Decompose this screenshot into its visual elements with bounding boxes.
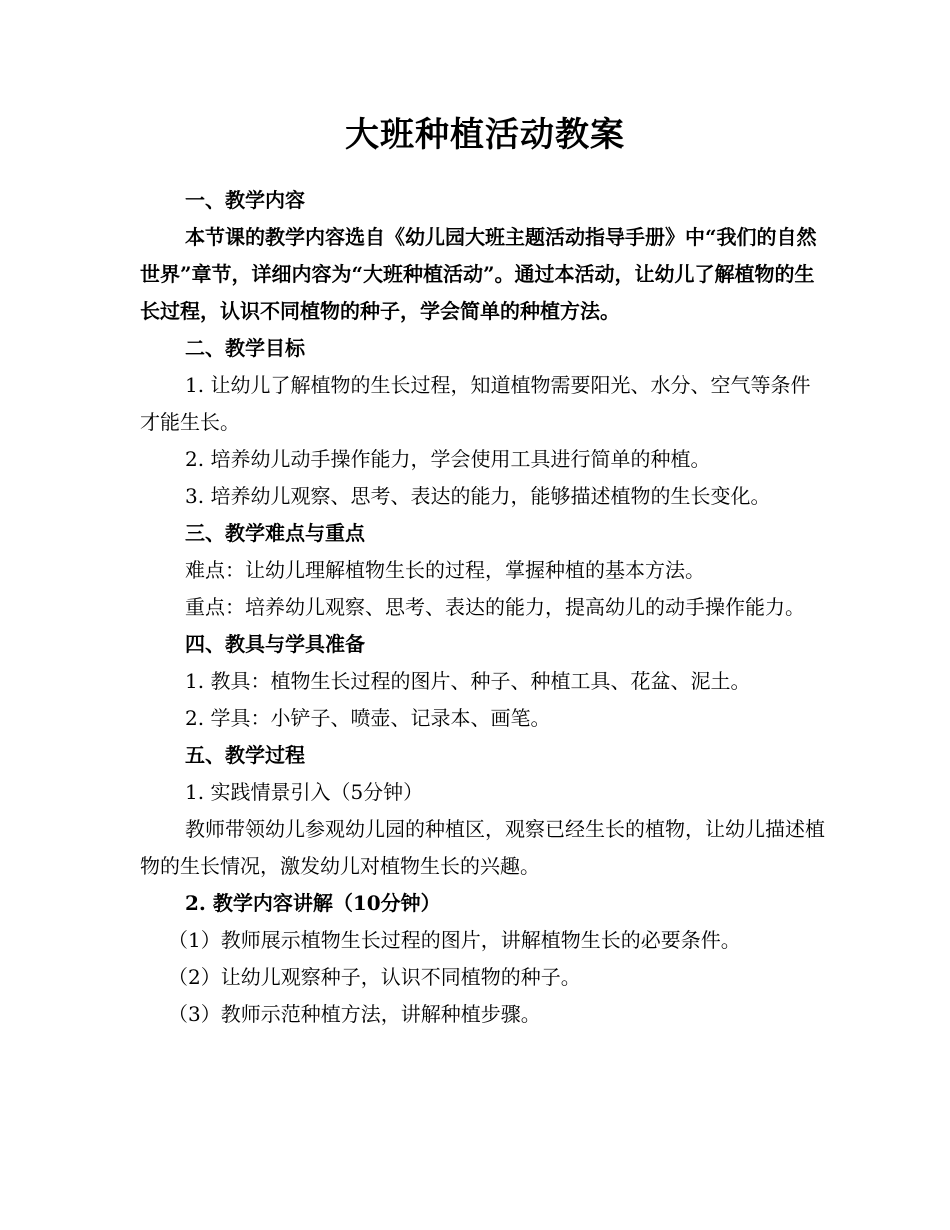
- section-body-content: 本节课的教学内容选自《幼儿园大班主题活动指导手册》中“我们的自然世界”章节，详细内容为“大班种植活动”。通过本活动，让幼儿了解植物的生长过程，认识不同植物的种子，学会简单的种植方法。: [140, 225, 817, 323]
- process-step2-item-2: （2）让幼儿观察种子，认识不同植物的种子。: [168, 965, 581, 989]
- key-point-text: 重点：培养幼儿观察、思考、表达的能力，提高幼儿的动手操作能力。: [185, 595, 805, 619]
- difficulty-text: 难点：让幼儿理解植物生长的过程，掌握种植的基本方法。: [185, 558, 705, 582]
- section-heading-key-points: 三、教学难点与重点: [185, 521, 365, 545]
- section-heading-process: 五、教学过程: [185, 743, 305, 767]
- objective-item-1: 1. 让幼儿了解植物的生长过程，知道植物需要阳光、水分、空气等条件才能生长。: [140, 373, 811, 434]
- section-heading-objectives: 二、教学目标: [185, 336, 305, 360]
- process-step2-item-3: （3）教师示范种植方法，讲解种植步骤。: [168, 1002, 541, 1026]
- materials-item-1: 1. 教具：植物生长过程的图片、种子、种植工具、花盆、泥土。: [185, 669, 751, 693]
- objective-item-2: 2. 培养幼儿动手操作能力，学会使用工具进行简单的种植。: [185, 447, 711, 471]
- process-step2-title: 2. 教学内容讲解（10分钟）: [185, 891, 441, 915]
- materials-item-2: 2. 学具：小铲子、喷壶、记录本、画笔。: [185, 706, 551, 730]
- objective-item-3: 3. 培养幼儿观察、思考、表达的能力，能够描述植物的生长变化。: [185, 484, 771, 508]
- process-step2-item-1: （1）教师展示植物生长过程的图片，讲解植物生长的必要条件。: [168, 928, 741, 952]
- document-title: 大班种植活动教案: [345, 115, 625, 155]
- process-step1-body: 教师带领幼儿参观幼儿园的种植区，观察已经生长的植物，让幼儿描述植物的生长情况，激发幼儿对植物生长的兴趣。: [140, 817, 825, 878]
- section-heading-content: 一、教学内容: [185, 188, 305, 212]
- process-step1-title: 1. 实践情景引入（5分钟）: [185, 780, 424, 804]
- section-heading-materials: 四、教具与学具准备: [185, 632, 365, 656]
